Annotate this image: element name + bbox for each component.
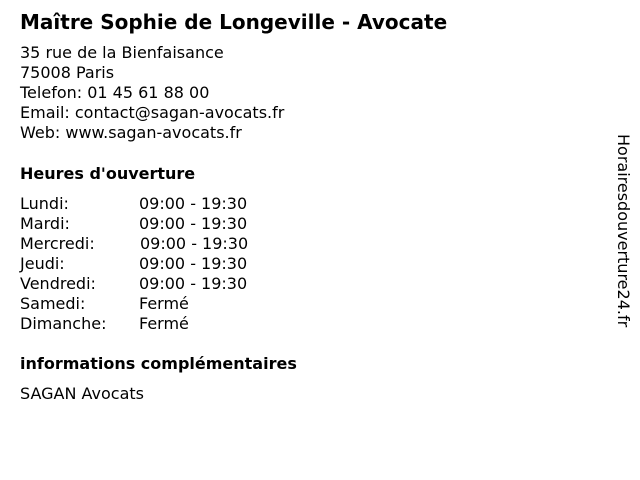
additional-info-text: SAGAN Avocats xyxy=(20,384,144,403)
hours-time: 09:00 - 19:30 xyxy=(140,234,249,253)
hours-day: Vendredi: xyxy=(20,274,96,293)
hours-time: Fermé xyxy=(139,294,189,313)
hours-day: Jeudi: xyxy=(20,254,65,273)
site-brand-vertical: Horairesdouverture24.fr xyxy=(614,134,633,328)
hours-time: 09:00 - 19:30 xyxy=(139,254,248,273)
address-city: 75008 Paris xyxy=(20,63,115,82)
page-title: Maître Sophie de Longeville - Avocate xyxy=(20,10,448,34)
hours-time: Fermé xyxy=(139,314,189,333)
hours-time: 09:00 - 19:30 xyxy=(139,214,248,233)
hours-day: Mercredi: xyxy=(20,234,95,253)
hours-time: 09:00 - 19:30 xyxy=(139,274,248,293)
additional-info-heading: informations complémentaires xyxy=(20,354,297,373)
address-email: Email: contact@sagan-avocats.fr xyxy=(20,103,285,122)
address-street: 35 rue de la Bienfaisance xyxy=(20,43,224,62)
hours-day: Dimanche: xyxy=(20,314,107,333)
hours-day: Samedi: xyxy=(20,294,86,313)
address-phone: Telefon: 01 45 61 88 00 xyxy=(20,83,210,102)
opening-hours-heading: Heures d'ouverture xyxy=(20,164,196,183)
hours-day: Lundi: xyxy=(20,194,69,213)
hours-time: 09:00 - 19:30 xyxy=(139,194,248,213)
hours-day: Mardi: xyxy=(20,214,70,233)
address-web: Web: www.sagan-avocats.fr xyxy=(20,123,242,142)
address-block xyxy=(20,43,284,143)
